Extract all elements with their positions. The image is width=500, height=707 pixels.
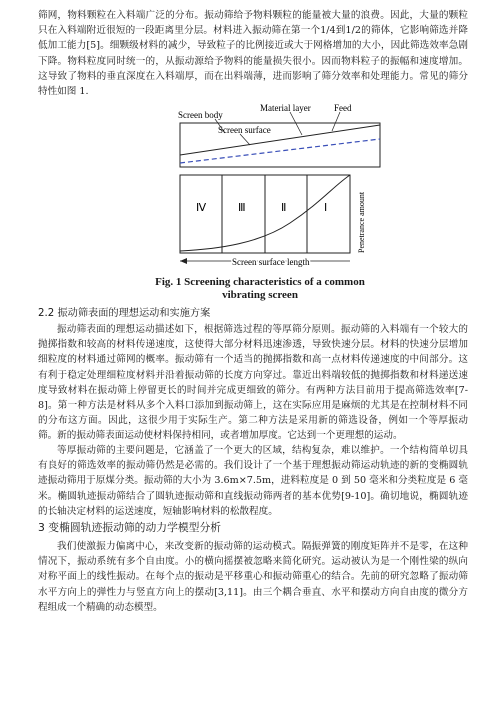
section-2-2-title: 2.2 振动筛表面的理想运动和实施方案: [38, 308, 211, 319]
figure-caption-line1: Fig. 1 Screening characteristics of a common: [155, 276, 365, 288]
section-2-2-paragraph-2: 等厚振动筛的主要问题是，它涵盖了一个更大的区域，结构复杂，难以维护。一个结构简单切具有良好的筛选效率的振动筛仍然是必需的。我们设计了一个基于理想振动筛运动轨迹的新的变椭圆轨迹振动筛用于原煤分类。振动筛的大小为 3.6m×7.5m，进料粒度是 0 到 50 毫米和分类粒度是 6 毫米。椭圆轨迹振动筛结合了圆轨迹振动筛和直线振动筛两者的基本优势[9-10]。确切地说，椭圆轨迹的长轴决定材料的运送速度，短轴影响材料的松散程度。: [38, 445, 468, 517]
section-3-title: 3 变椭圆轨迹振动筛的动力学模型分析: [38, 521, 222, 534]
label-material-layer: Material layer: [260, 103, 311, 113]
figure-1: [160, 103, 400, 273]
intro-paragraph: 筛网，物料颗粒在入料端广泛的分布。振动筛给予物料颗粒的能量被大量的浪费。因此，大量的颗粒只在入料端附近很短的一段距离里分层。材料进入振动筛在第一个1/4到1/2的筛体，它影响筛选并降低加工能力[5]。细颗级材料的减少，导致粒子的比例接近或大于网格增加的大小，因此筛选效率急剧下降。物料粒度同时统一的，从振动源给予物料的能量损失很小。因而物料粒子的振幅和速度增加。这导致了物料的垂直深度在入料端厚，而在出料端薄，进而影响了筛分效率和处理能力。常见的筛分特性如图 1.: [38, 10, 468, 98]
label-feed: Feed: [334, 103, 352, 113]
label-screen-surface: Screen surface: [218, 125, 271, 135]
zone-4-label: Ⅳ: [196, 202, 207, 214]
zone-2-label: Ⅱ: [281, 202, 287, 214]
zone-3-label: Ⅲ: [238, 202, 246, 214]
label-screen-body: Screen body: [178, 110, 223, 120]
section-2-2-paragraph-1: 振动筛表面的理想运动描述如下，根据筛选过程的等厚筛分原则。振动筛的入料端有一个较大的抛掷指数和较高的材料传递速度，这使得大部分材料迅速渗透，导致快速分层。材料的快速分层增加细粒度的材料通过筛网的概率。振动筛有一个适当的抛掷指数和高一点材料传递速度的中间部分。这有利于稳定处理细粒度材料并沿着振动筛的长度方向穿过。靠近出料端较低的抛掷指数和材料递送速度导致材料在振动筛上停留更长的时间并完成更细致的筛分。有两种方法目前用于提高筛选效率[7-8]。第一种方法是材料从多个入料口添加到振动筛上，这在实际应用是麻烦的尤其是在控制材料不同的分布这方面。因此，这很少用于实际生产。第二种方法是采用新的筛选设备，例如一个等厚振动筛。新的振动筛表面运动使材料保持相同，或者增加厚度。它达到一个更理想的运动。: [38, 324, 468, 442]
label-penetrance: Penetrance amount: [357, 191, 366, 253]
zone-1-label: Ⅰ: [324, 202, 328, 214]
section-3-paragraph-1: 我们使激振力偏离中心，来改变新的振动筛的运动模式。隔振弹簧的刚度矩阵并不是零，在这种情况下，振动系统有多个自由度。小的横向摇摆被忽略来简化研究。运动被认为是一个刚性梁的纵向对称平面上的线性振动。在每个点的振动是平移重心和振动筛重心的结合。先前的研究忽略了振动筛水平方向上的弹性力与竖直方向上的摆动[3,11]。由三个耦合垂直、水平和摆动方向自由度的微分方程组成一个精确的动态模型。: [38, 541, 468, 613]
label-surface-length: Screen surface length: [232, 257, 310, 267]
figure-caption: [120, 276, 400, 302]
figure-caption-line2: vibrating screen: [222, 289, 298, 301]
